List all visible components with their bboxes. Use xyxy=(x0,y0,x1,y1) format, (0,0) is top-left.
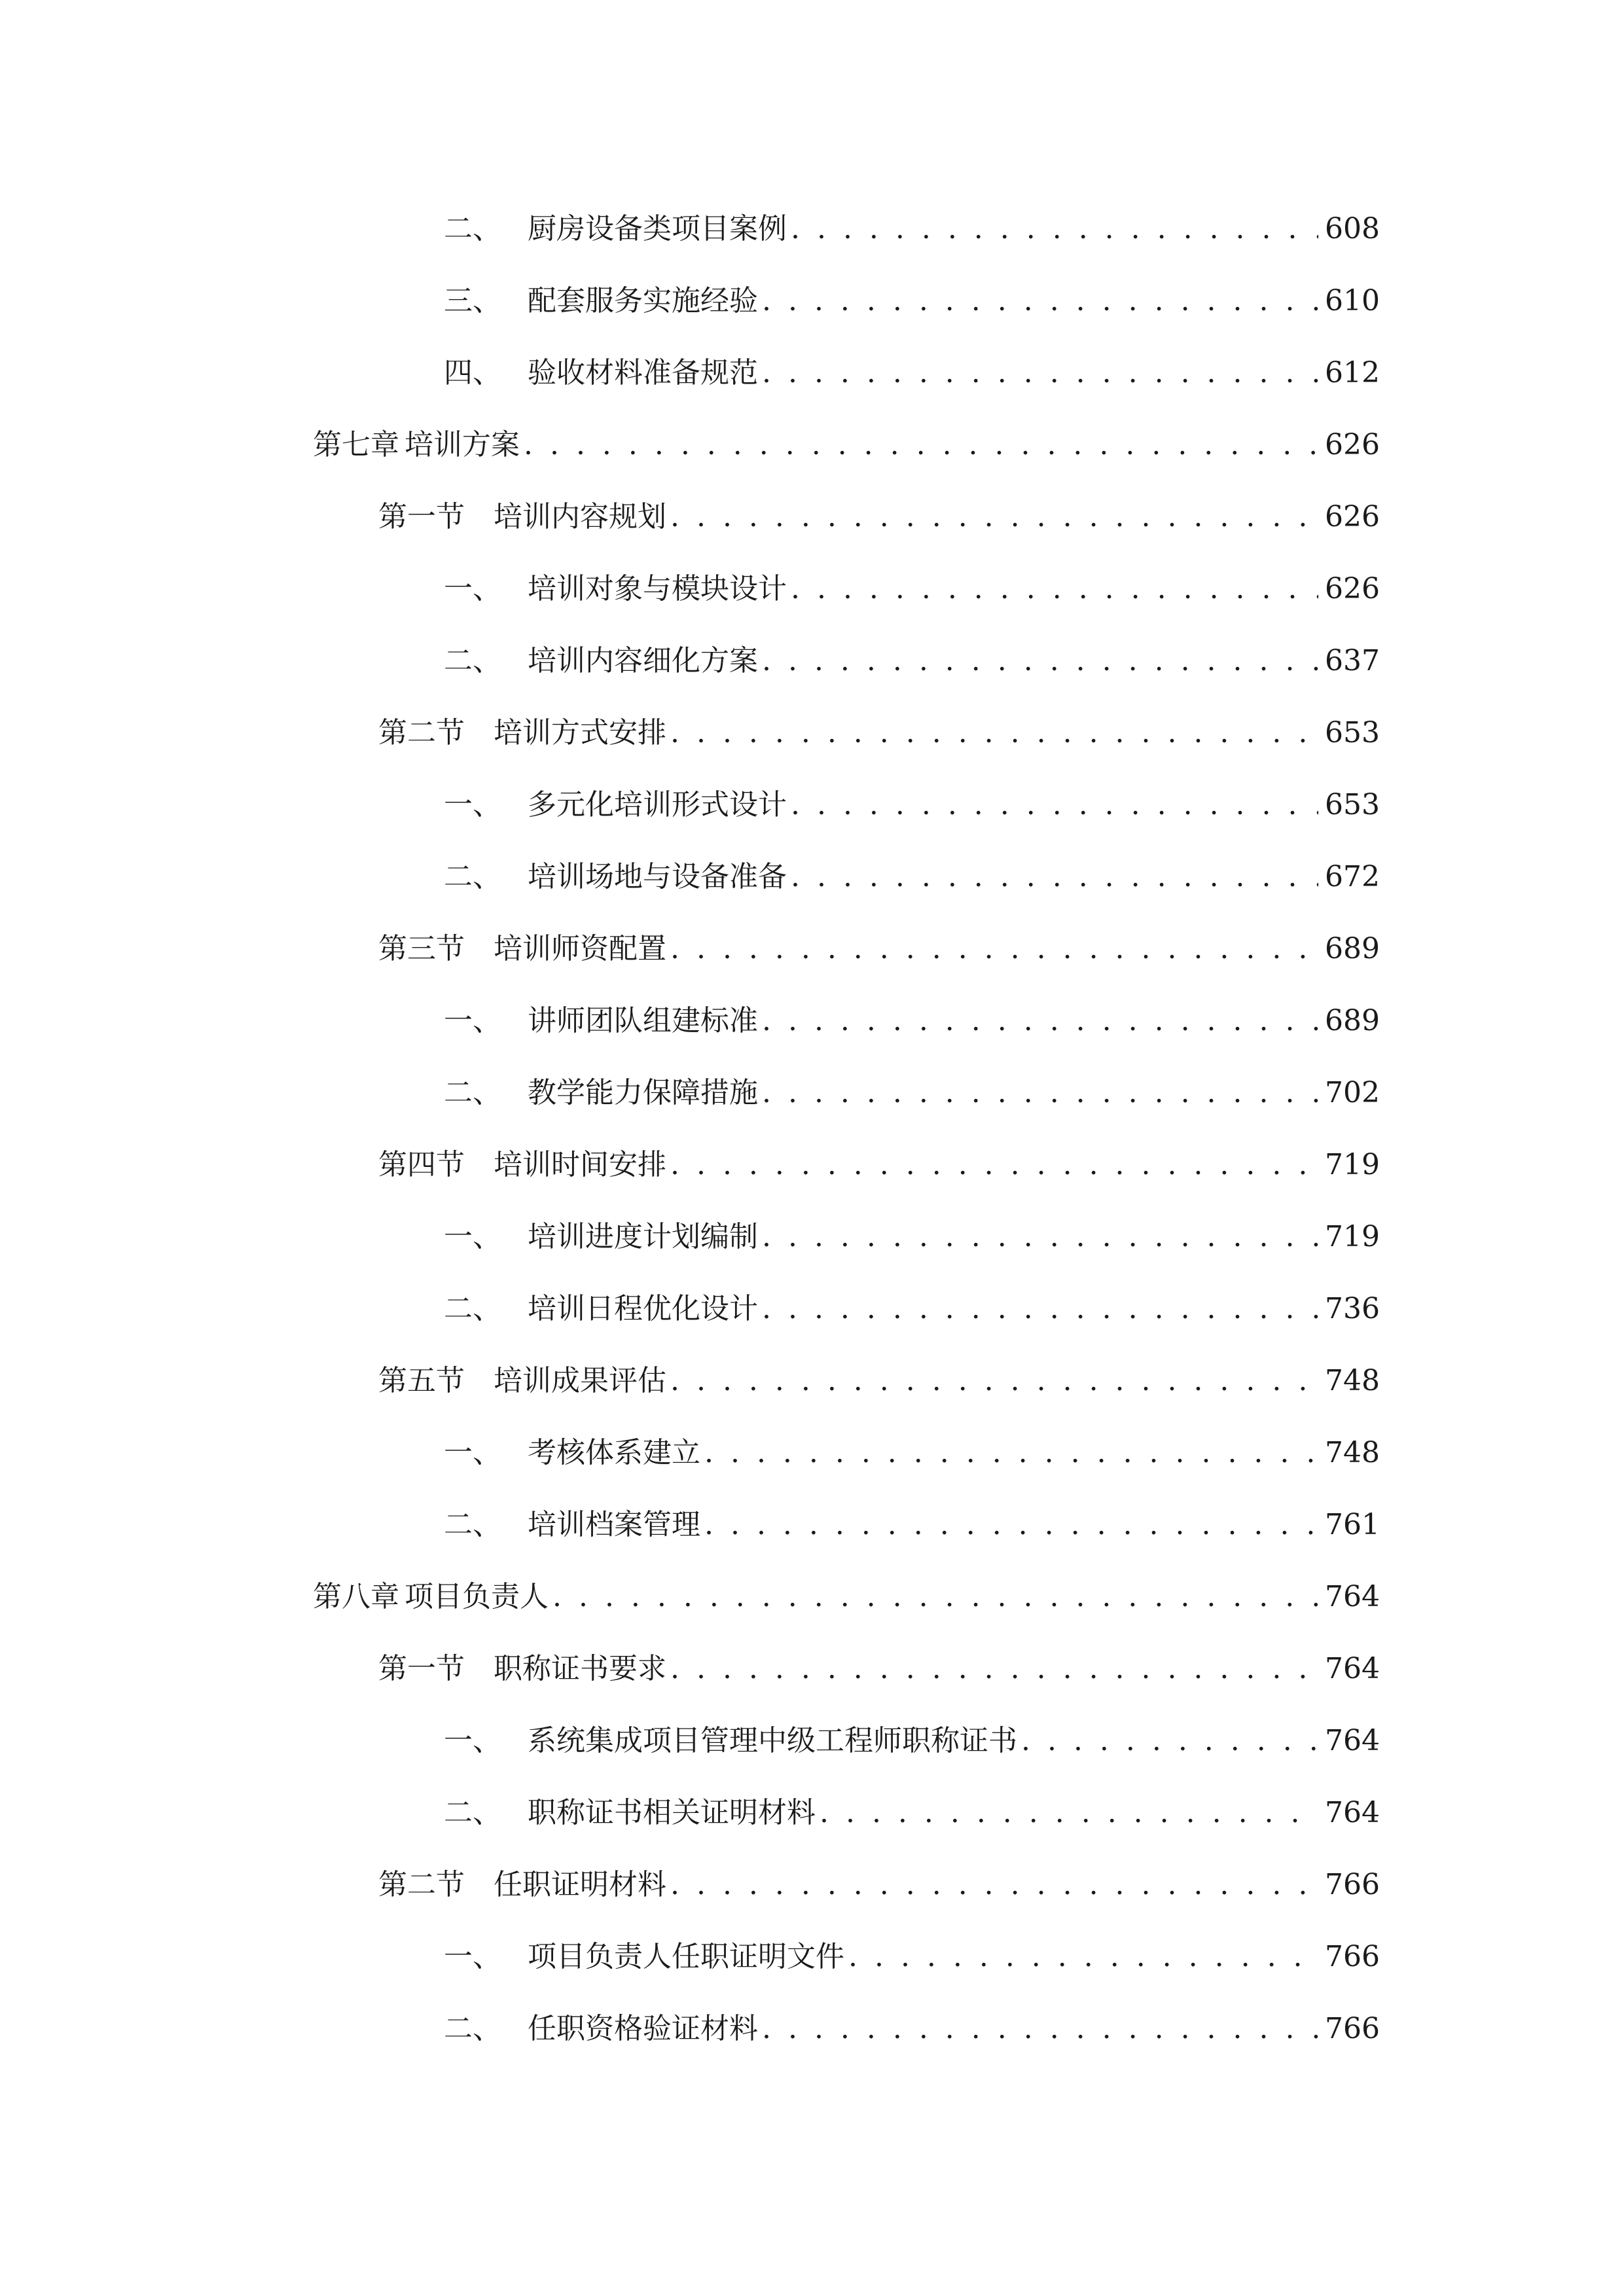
toc-entry-number: 二、 xyxy=(444,2012,501,2045)
dot-leader xyxy=(762,350,1318,396)
toc-entry-number: 第八章 xyxy=(313,1580,399,1613)
toc-entry-number: 二、 xyxy=(444,1796,501,1829)
toc-entry-number: 第五节 xyxy=(378,1364,465,1397)
toc-entry-page-number: 612 xyxy=(1325,356,1380,389)
toc-entry-page-number: 764 xyxy=(1325,1580,1380,1613)
dot-leader xyxy=(791,854,1318,900)
toc-entry-number: 二、 xyxy=(444,644,501,677)
dot-leader xyxy=(791,782,1318,828)
toc-entry-title: 培训进度计划编制 xyxy=(528,1220,758,1253)
toc-entry-title: 任职资格验证材料 xyxy=(528,2012,758,2045)
toc-entry-title: 培训方式安排 xyxy=(494,716,666,749)
toc-section-entry[interactable] xyxy=(313,1358,1380,1404)
dot-leader xyxy=(791,566,1318,612)
dot-leader xyxy=(762,278,1318,324)
dot-leader xyxy=(762,2006,1318,2052)
toc-entry-page-number: 766 xyxy=(1325,1940,1380,1973)
toc-entry-title: 厨房设备类项目案例 xyxy=(528,212,787,245)
dot-leader xyxy=(670,1646,1318,1692)
toc-section-entry[interactable] xyxy=(313,1142,1380,1188)
toc-entry-number: 一、 xyxy=(444,1436,501,1469)
toc-entry-title: 职称证书要求 xyxy=(494,1652,666,1685)
toc-entry-number: 一、 xyxy=(444,1004,501,1037)
toc-entry-title: 职称证书相关证明材料 xyxy=(528,1796,816,1829)
toc-entry[interactable] xyxy=(313,1214,1380,1260)
toc-entry-page-number: 626 xyxy=(1325,500,1380,533)
toc-entry[interactable] xyxy=(313,782,1380,828)
toc-entry-page-number: 764 xyxy=(1325,1724,1380,1757)
toc-entry-number: 二、 xyxy=(444,1292,501,1325)
dot-leader xyxy=(762,1070,1318,1116)
toc-entry-number: 二、 xyxy=(444,212,501,245)
toc-entry-page-number: 689 xyxy=(1325,1004,1380,1037)
toc-entry[interactable] xyxy=(313,278,1380,324)
dot-leader xyxy=(670,1862,1318,1908)
toc-chapter-entry[interactable] xyxy=(313,422,1380,468)
toc-entry-title: 项目负责人任职证明文件 xyxy=(528,1940,844,1973)
toc-entry[interactable] xyxy=(313,998,1380,1044)
toc-entry-number: 二、 xyxy=(444,1508,501,1541)
toc-entry-title: 多元化培训形式设计 xyxy=(528,788,787,821)
toc-entry-title: 讲师团队组建标准 xyxy=(528,1004,758,1037)
dot-leader xyxy=(820,1790,1318,1836)
toc-entry-page-number: 736 xyxy=(1325,1292,1380,1325)
dot-leader xyxy=(791,206,1318,252)
toc-entry-number: 四、 xyxy=(444,356,501,389)
toc-section-entry[interactable] xyxy=(313,1646,1380,1692)
dot-leader xyxy=(670,494,1318,540)
dot-leader xyxy=(670,926,1318,972)
toc-entry[interactable] xyxy=(313,1502,1380,1548)
toc-entry-number: 三、 xyxy=(444,284,501,317)
toc-entry-page-number: 764 xyxy=(1325,1796,1380,1829)
toc-section-entry[interactable] xyxy=(313,710,1380,756)
toc-entry-page-number: 748 xyxy=(1325,1436,1380,1469)
toc-entry-page-number: 764 xyxy=(1325,1652,1380,1685)
toc-entry-page-number: 719 xyxy=(1325,1220,1380,1253)
dot-leader xyxy=(670,1358,1318,1404)
toc-entry-number: 一、 xyxy=(444,788,501,821)
toc-entry-number: 一、 xyxy=(444,1220,501,1253)
toc-entry-number: 第一节 xyxy=(378,1652,465,1685)
toc-entry-title: 系统集成项目管理中级工程师职称证书 xyxy=(528,1724,1017,1757)
toc-entry-page-number: 766 xyxy=(1325,2012,1380,2045)
toc-section-entry[interactable] xyxy=(313,926,1380,972)
toc-entry-number: 一、 xyxy=(444,572,501,605)
dot-leader xyxy=(762,998,1318,1044)
toc-entry-title: 配套服务实施经验 xyxy=(528,284,758,317)
dot-leader xyxy=(762,1286,1318,1332)
toc-entry-page-number: 761 xyxy=(1325,1508,1380,1541)
toc-entry-title: 培训日程优化设计 xyxy=(528,1292,758,1325)
toc-entry-number: 第二节 xyxy=(378,1868,465,1901)
dot-leader xyxy=(762,1214,1318,1260)
toc-entry-page-number: 653 xyxy=(1325,716,1380,749)
toc-entry-number: 第三节 xyxy=(378,932,465,965)
toc-entry-page-number: 766 xyxy=(1325,1868,1380,1901)
toc-entry[interactable] xyxy=(313,350,1380,396)
toc-entry-title: 验收材料准备规范 xyxy=(528,356,758,389)
toc-entry[interactable] xyxy=(313,1430,1380,1476)
toc-entry-number: 第七章 xyxy=(313,428,399,461)
toc-entry-page-number: 626 xyxy=(1325,572,1380,605)
toc-entry-page-number: 637 xyxy=(1325,644,1380,677)
toc-entry-title: 培训时间安排 xyxy=(494,1148,666,1181)
toc-entry-title: 培训场地与设备准备 xyxy=(528,860,787,893)
toc-entry-title: 培训对象与模块设计 xyxy=(528,572,787,605)
toc-entry-title: 培训成果评估 xyxy=(494,1364,666,1397)
toc-entry-title: 培训方案 xyxy=(405,428,520,461)
dot-leader xyxy=(670,1142,1318,1188)
toc-entry-number: 第四节 xyxy=(378,1148,465,1181)
toc-entry-title: 项目负责人 xyxy=(405,1580,549,1613)
dot-leader xyxy=(704,1430,1318,1476)
toc-entry-title: 培训档案管理 xyxy=(528,1508,700,1541)
toc-entry-title: 任职证明材料 xyxy=(494,1868,666,1901)
toc-chapter-entry[interactable] xyxy=(313,1574,1380,1620)
toc-entry-number: 第一节 xyxy=(378,500,465,533)
dot-leader xyxy=(552,1574,1318,1620)
toc-entry-page-number: 608 xyxy=(1325,212,1380,245)
toc-entry-page-number: 626 xyxy=(1325,428,1380,461)
dot-leader xyxy=(762,638,1318,684)
dot-leader xyxy=(670,710,1318,756)
toc-entry-number: 第二节 xyxy=(378,716,465,749)
toc-entry[interactable] xyxy=(313,1718,1380,1764)
toc-entry-page-number: 610 xyxy=(1325,284,1380,317)
toc-entry-page-number: 748 xyxy=(1325,1364,1380,1397)
toc-entry[interactable] xyxy=(313,638,1380,684)
toc-entry[interactable] xyxy=(313,566,1380,612)
toc-entry-title: 培训师资配置 xyxy=(494,932,666,965)
toc-entry-page-number: 719 xyxy=(1325,1148,1380,1181)
toc-entry[interactable] xyxy=(313,1790,1380,1836)
dot-leader xyxy=(524,422,1318,468)
dot-leader xyxy=(704,1502,1318,1548)
toc-entry-number: 一、 xyxy=(444,1940,501,1973)
toc-entry[interactable] xyxy=(313,1070,1380,1116)
toc-entry-page-number: 653 xyxy=(1325,788,1380,821)
toc-entry[interactable] xyxy=(313,1286,1380,1332)
toc-entry[interactable] xyxy=(313,2006,1380,2052)
toc-entry-title: 教学能力保障措施 xyxy=(528,1076,758,1109)
toc-entry-page-number: 702 xyxy=(1325,1076,1380,1109)
toc-entry-title: 培训内容规划 xyxy=(494,500,666,533)
toc-entry-title: 考核体系建立 xyxy=(528,1436,700,1469)
toc-section-entry[interactable] xyxy=(313,494,1380,540)
toc-entry-number: 二、 xyxy=(444,860,501,893)
toc-entry-number: 一、 xyxy=(444,1724,501,1757)
toc-entry-title: 培训内容细化方案 xyxy=(528,644,758,677)
toc-entry[interactable] xyxy=(313,1934,1380,1980)
dot-leader xyxy=(1021,1718,1318,1764)
toc-entry[interactable] xyxy=(313,854,1380,900)
toc-entry-number: 二、 xyxy=(444,1076,501,1109)
toc-entry-page-number: 672 xyxy=(1325,860,1380,893)
toc-entry-page-number: 689 xyxy=(1325,932,1380,965)
toc-entry[interactable] xyxy=(313,206,1380,252)
dot-leader xyxy=(848,1934,1318,1980)
toc-section-entry[interactable] xyxy=(313,1862,1380,1908)
